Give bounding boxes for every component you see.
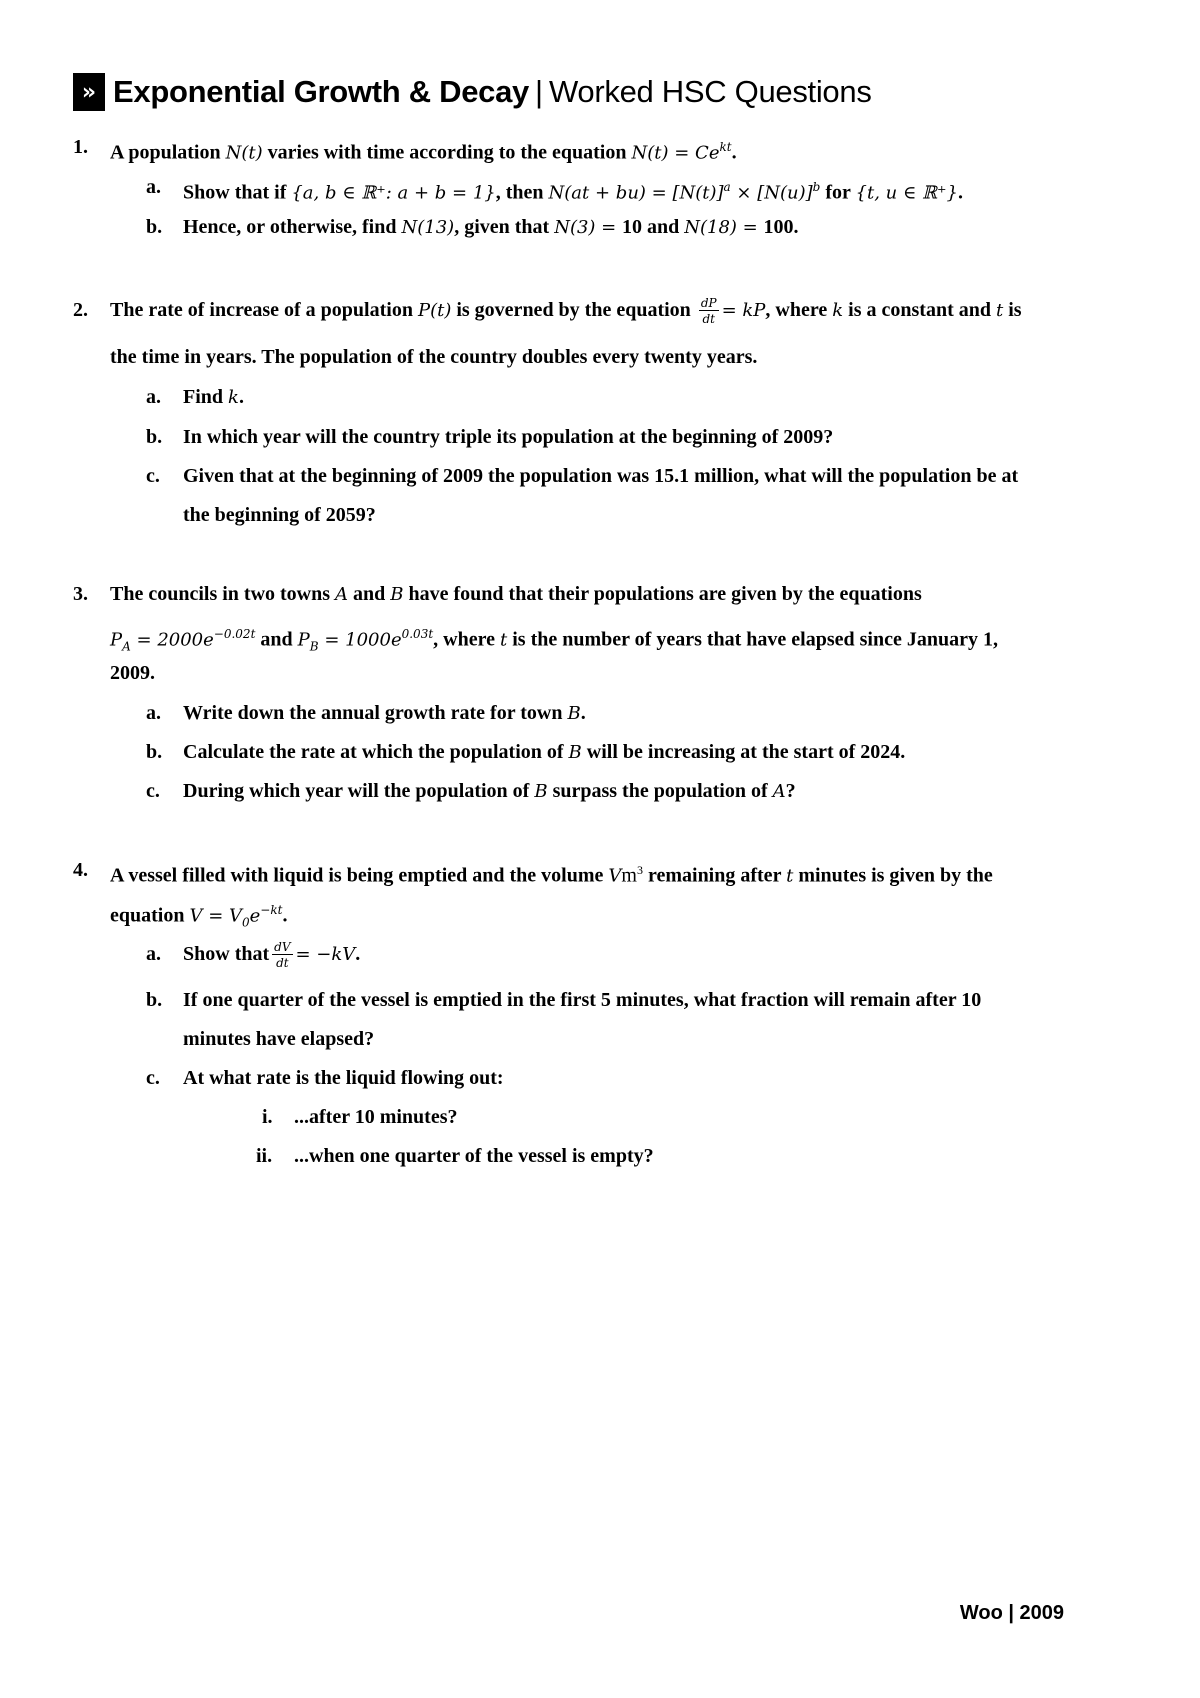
q3c-text: During which year will the population of B surpass the population of A? (183, 780, 796, 802)
q4a-label: a. (146, 943, 161, 965)
q3-stem-line3: 2009. (110, 662, 155, 684)
q4b-text-line2: minutes have elapsed? (183, 1028, 375, 1050)
page-subtitle: Worked HSC Questions (549, 74, 872, 109)
q3-stem-line2: $P_A = 2000e^{-0.02t}$ and $P_B = 1000e^{0.03t}$, where t is the number of years that have elapsed since January 1, (110, 627, 998, 654)
page-footer: Woo | 2009 (959, 1602, 1064, 1624)
q2c-label: c. (146, 465, 160, 487)
q1b-text: Hence, or otherwise, find N(13), given that N(3) = 10 and N(18) = 100. (183, 216, 799, 238)
q3b-label: b. (146, 741, 163, 763)
q2a-label: a. (146, 386, 161, 408)
page-title: Exponential Growth & Decay (113, 74, 529, 109)
q2a-text: Find k. (183, 386, 244, 408)
q3-number: 3. (73, 583, 88, 605)
q2-stem-line2: the time in years. The population of the country doubles every twenty years. (110, 346, 758, 368)
q1b-label: b. (146, 216, 163, 238)
q4b-text-line1: If one quarter of the vessel is emptied in the first 5 minutes, what fraction will remain after 10 (183, 989, 982, 1011)
chevron-badge-icon: » (73, 73, 105, 111)
dp-dt-fraction: $\frac{dP}{dt}$ (700, 296, 717, 327)
q2b-label: b. (146, 426, 163, 448)
dv-dt-fraction: $\frac{dV}{dt}$ (274, 940, 291, 971)
q2c-text-line2: the beginning of 2059? (183, 504, 376, 526)
q3-stem-line1: The councils in two towns A and B have found that their populations are given by the equations (110, 583, 922, 605)
q3a-label: a. (146, 702, 161, 724)
q4-stem-line1: A vessel filled with liquid is being emptied and the volume Vm$^3$ remaining after t minutes is given by the (110, 863, 993, 887)
q4ci-label: i. (262, 1106, 273, 1128)
q4cii-text: ...when one quarter of the vessel is empty? (294, 1145, 654, 1167)
q1a-text: Show that if {a, b ∈ ℝ⁺: a + b = 1}, then $N(at + bu) = [N(t)]^a \times [N(u)]^b$ for {t, u ∈ ℝ⁺}. (183, 180, 963, 204)
q4-stem-line2: equation $V = V_0e^{-kt}$. (110, 903, 288, 930)
q2b-text: In which year will the country triple its population at the beginning of 2009? (183, 426, 834, 448)
q4a-text: Show that $\frac{dV}{dt}$ = −kV. (183, 940, 361, 971)
q4c-label: c. (146, 1067, 160, 1089)
q1-number: 1. (73, 136, 88, 158)
q1-stem: A population N(t) varies with time according to the equation $N(t) = Ce^{kt}$. (110, 140, 737, 164)
q4b-label: b. (146, 989, 163, 1011)
q4cii-label: ii. (256, 1145, 273, 1167)
q3b-text: Calculate the rate at which the population of B will be increasing at the start of 2024. (183, 741, 906, 763)
q4-number: 4. (73, 859, 88, 881)
q3c-label: c. (146, 780, 160, 802)
q2c-text-line1: Given that at the beginning of 2009 the population was 15.1 million, what will the population be at (183, 465, 1019, 487)
q2-number: 2. (73, 299, 88, 321)
page-header (73, 72, 872, 112)
q4c-text: At what rate is the liquid flowing out: (183, 1067, 504, 1089)
title-separator: | (534, 74, 544, 109)
q4ci-text: ...after 10 minutes? (294, 1106, 458, 1128)
q2-stem-line1: The rate of increase of a population P(t) is governed by the equation $\frac{dP}{dt}$ = kP, where k is a constant and t is (110, 296, 1022, 327)
q1a-label: a. (146, 176, 161, 198)
q3a-text: Write down the annual growth rate for town B. (183, 702, 586, 724)
